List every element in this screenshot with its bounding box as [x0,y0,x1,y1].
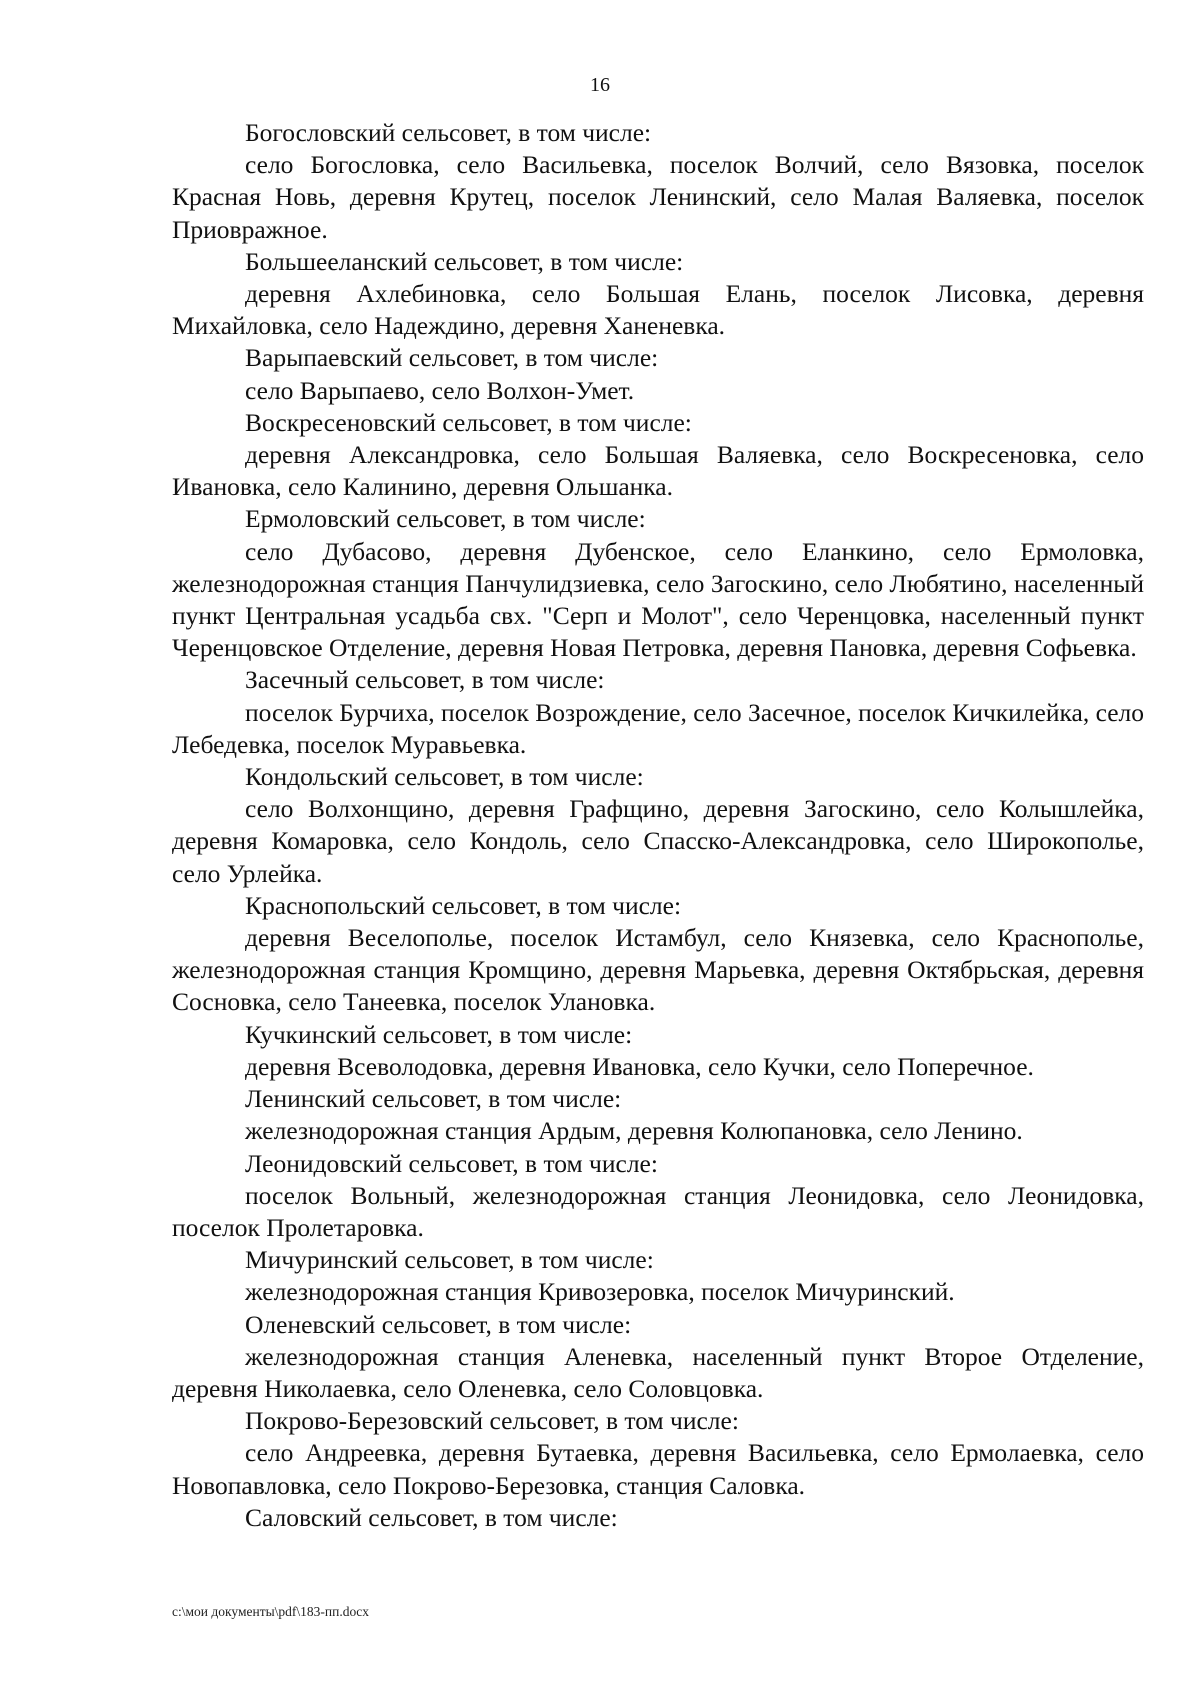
settlement-list: село Дубасово, деревня Дубенское, село Еланкино, село Ермоловка, железнодорожная станция Панчулидзиевка, село Загоскино, село Любятино, населенный пункт Центральная усадьба свх. "Серп и Молот", село Черенцовка, населенный пункт Черенцовское Отделение, деревня Новая Петровка, деревня Пановка, деревня Софьевка. [172,536,1144,663]
settlement-list: железнодорожная станция Ардым, деревня Колюпановка, село Ленино. [245,1116,1023,1146]
council-heading: Мичуринский сельсовет, в том числе: [245,1245,654,1275]
settlement-list: поселок Вольный, железнодорожная станция Леонидовка, село Леонидовка, поселок Пролетаровка. [172,1180,1144,1242]
settlement-list: поселок Бурчиха, поселок Возрождение, село Засечное, поселок Кичкилейка, село Лебедевка, поселок Муравьевка. [172,697,1144,759]
council-heading: Ермоловский сельсовет, в том числе: [245,504,646,534]
settlement-list: железнодорожная станция Аленевка, населенный пункт Второе Отделение, деревня Николаевка, село Оленевка, село Соловцовка. [172,1341,1144,1403]
council-heading: Воскресеновский сельсовет, в том числе: [245,407,692,437]
settlement-list: деревня Ахлебиновка, село Большая Елань, поселок Лисовка, деревня Михайловка, село Надеждино, деревня Ханеневка. [172,279,1144,341]
page-number: 16 [590,74,610,96]
council-heading: Краснопольский сельсовет, в том числе: [245,890,682,920]
council-heading: Кучкинский сельсовет, в том числе: [245,1019,633,1049]
settlement-list: деревня Веселополье, поселок Истамбул, село Князевка, село Краснополье, железнодорожная станция Кромщино, деревня Марьевка, деревня Октябрьская, деревня Сосновка, село Танеевка, поселок Улановка. [172,923,1144,1017]
settlement-list: село Варыпаево, село Волхон-Умет. [245,375,635,405]
settlement-list: железнодорожная станция Кривозеровка, поселок Мичуринский. [245,1277,955,1307]
settlement-list: село Андреевка, деревня Бутаевка, деревня Васильевка, село Ермолаевка, село Новопавловка, село Покрово-Березовка, станция Саловка. [172,1438,1144,1500]
council-heading: Засечный сельсовет, в том числе: [245,665,605,695]
document-body [172,117,1144,1534]
settlement-list: деревня Александровка, село Большая Валяевка, село Воскресеновка, село Ивановка, село Калинино, деревня Ольшанка. [172,440,1144,502]
council-heading: Большееланский сельсовет, в том числе: [245,246,684,276]
council-heading: Богословский сельсовет, в том числе: [245,118,652,147]
settlement-list: село Волхонщино, деревня Графщино, деревня Загоскино, село Колышлейка, деревня Комаровка, село Кондоль, село Спасско-Александровка, село Широкополье, село Урлейка. [172,794,1144,888]
council-heading: Кондольский сельсовет, в том числе: [245,762,644,792]
council-heading: Покрово-Березовский сельсовет, в том числе: [245,1406,739,1436]
council-heading: Ленинский сельсовет, в том числе: [245,1084,622,1114]
council-heading: Леонидовский сельсовет, в том числе: [245,1148,658,1178]
settlement-list: деревня Всеволодовка, деревня Ивановка, село Кучки, село Поперечное. [245,1051,1034,1081]
settlement-list: село Богословка, село Васильевка, поселок Волчий, село Вязовка, поселок Красная Новь, деревня Крутец, поселок Ленинский, село Малая Валяевка, поселок Приовражное. [172,150,1144,244]
council-heading: Саловский сельсовет, в том числе: [245,1502,618,1532]
council-heading: Варыпаевский сельсовет, в том числе: [245,343,659,373]
footer-file-path: c:\мои документы\pdf\183-пп.docx [172,1604,369,1619]
council-heading: Оленевский сельсовет, в том числе: [245,1309,632,1339]
